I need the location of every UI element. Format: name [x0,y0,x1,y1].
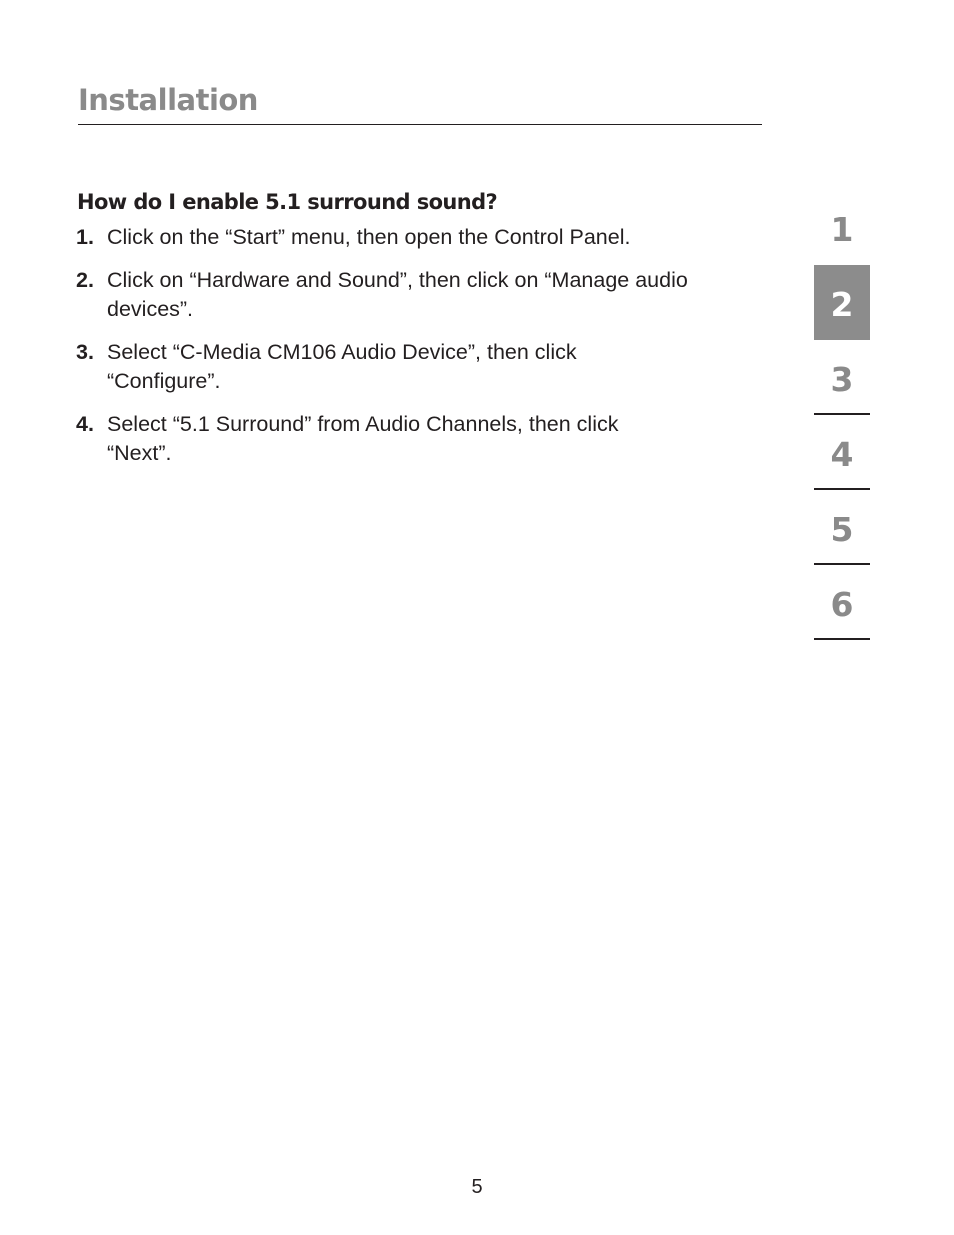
chapter-tab-label: 3 [830,360,854,399]
chapter-tab-label: 6 [830,585,854,624]
step-text: Click on “Hardware and Sound”, then click on “Manage audio devices”. [107,268,688,321]
chapter-tab-3[interactable] [814,340,870,415]
chapter-tab-1[interactable] [814,190,870,265]
step-text: Click on the “Start” menu, then open the Control Panel. [107,225,631,249]
chapter-tab-label: 2 [830,285,854,324]
chapter-tab-2[interactable] [814,265,870,340]
title-divider [78,124,762,125]
chapter-tab-label: 4 [830,435,854,474]
instruction-steps [76,223,736,482]
chapter-tabs [814,190,870,640]
chapter-tab-label: 5 [830,510,854,549]
chapter-tab-6[interactable] [814,565,870,640]
step-item-4 [76,410,736,468]
step-number: 3. [76,340,94,364]
step-item-2 [76,266,736,324]
chapter-tab-4[interactable] [814,415,870,490]
step-item-3 [76,338,736,396]
step-number: 2. [76,268,94,292]
step-number: 1. [76,225,94,249]
page-title: Installation [78,83,258,117]
page-number: 5 [471,1176,483,1198]
step-text: Select “C-Media CM106 Audio Device”, then click “Configure”. [107,340,577,393]
step-number: 4. [76,412,94,436]
chapter-tab-5[interactable] [814,490,870,565]
section-question: How do I enable 5.1 surround sound? [77,190,498,214]
step-text: Select “5.1 Surround” from Audio Channels, then click “Next”. [107,412,619,465]
step-item-1 [76,223,736,252]
chapter-tab-label: 1 [830,210,854,249]
